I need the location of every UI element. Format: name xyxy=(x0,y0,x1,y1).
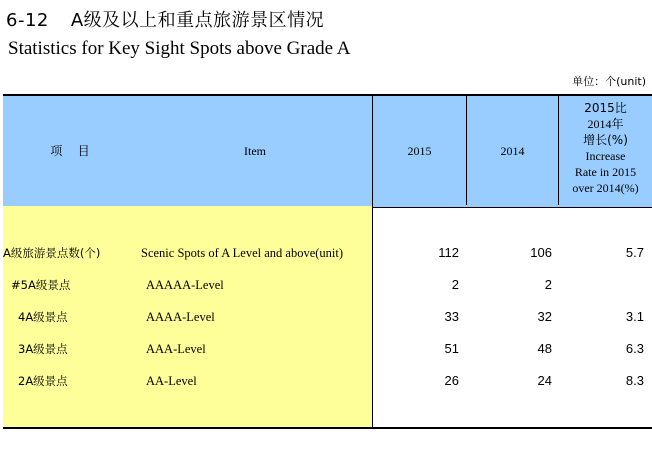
header-rate-line-5: Rate in 2015 xyxy=(574,165,637,179)
row-value-2014: 48 xyxy=(537,341,552,356)
header-rate-line-6: over 2014(%) xyxy=(572,181,639,195)
row-item-en: Scenic Spots of A Level and above(unit) xyxy=(141,246,344,260)
header-2015: 2015 xyxy=(407,144,432,158)
row-item-cn: #5A级景点 xyxy=(11,278,71,292)
row-value-2015: 33 xyxy=(444,309,459,324)
row-item-cn: A级旅游景点数(个) xyxy=(3,246,101,260)
row-value-rate: 6.3 xyxy=(625,341,644,356)
row-item-cn: 3A级景点 xyxy=(18,342,68,356)
unit-label: 单位：个(unit) xyxy=(572,75,646,88)
row-value-2014: 2 xyxy=(544,277,552,292)
header-item-cn: 项 目 xyxy=(50,144,90,158)
row-value-rate: 3.1 xyxy=(625,309,644,324)
row-value-2015: 26 xyxy=(444,373,459,388)
row-item-cn: 4A级景点 xyxy=(18,310,68,324)
header-2014: 2014 xyxy=(500,144,525,158)
table-bottom-rule xyxy=(3,427,652,429)
row-value-rate: 8.3 xyxy=(625,373,644,388)
header-item-en: Item xyxy=(244,144,266,158)
table-title-en: Statistics for Key Sight Spots above Grade A xyxy=(8,38,351,59)
row-item-en: AAAA-Level xyxy=(146,310,215,324)
row-item-en: AAA-Level xyxy=(146,342,206,356)
row-value-2015: 51 xyxy=(444,341,459,356)
row-item-cn: 2A级景点 xyxy=(18,374,68,388)
row-item-en: AAAAA-Level xyxy=(146,278,224,292)
header-rate-line-1: 2015比 xyxy=(584,101,627,115)
row-value-rate: 5.7 xyxy=(625,245,644,260)
row-item-en: AA-Level xyxy=(146,374,197,388)
header-rate-line-4: Increase xyxy=(585,149,626,163)
table-title-cn xyxy=(6,6,324,32)
table-number: 6-12 xyxy=(6,10,49,31)
header-rate xyxy=(559,100,652,196)
header-rate-line-2: 2014年 xyxy=(587,117,624,131)
table-title-cn-text: A级及以上和重点旅游景区情况 xyxy=(70,10,325,31)
row-value-2015: 2 xyxy=(451,277,459,292)
row-value-2014: 32 xyxy=(537,309,552,324)
header-rate-line-3: 增长(%) xyxy=(583,133,628,147)
row-value-2015: 112 xyxy=(438,245,459,260)
row-value-2014: 24 xyxy=(537,373,552,388)
row-value-2014: 106 xyxy=(530,245,552,260)
